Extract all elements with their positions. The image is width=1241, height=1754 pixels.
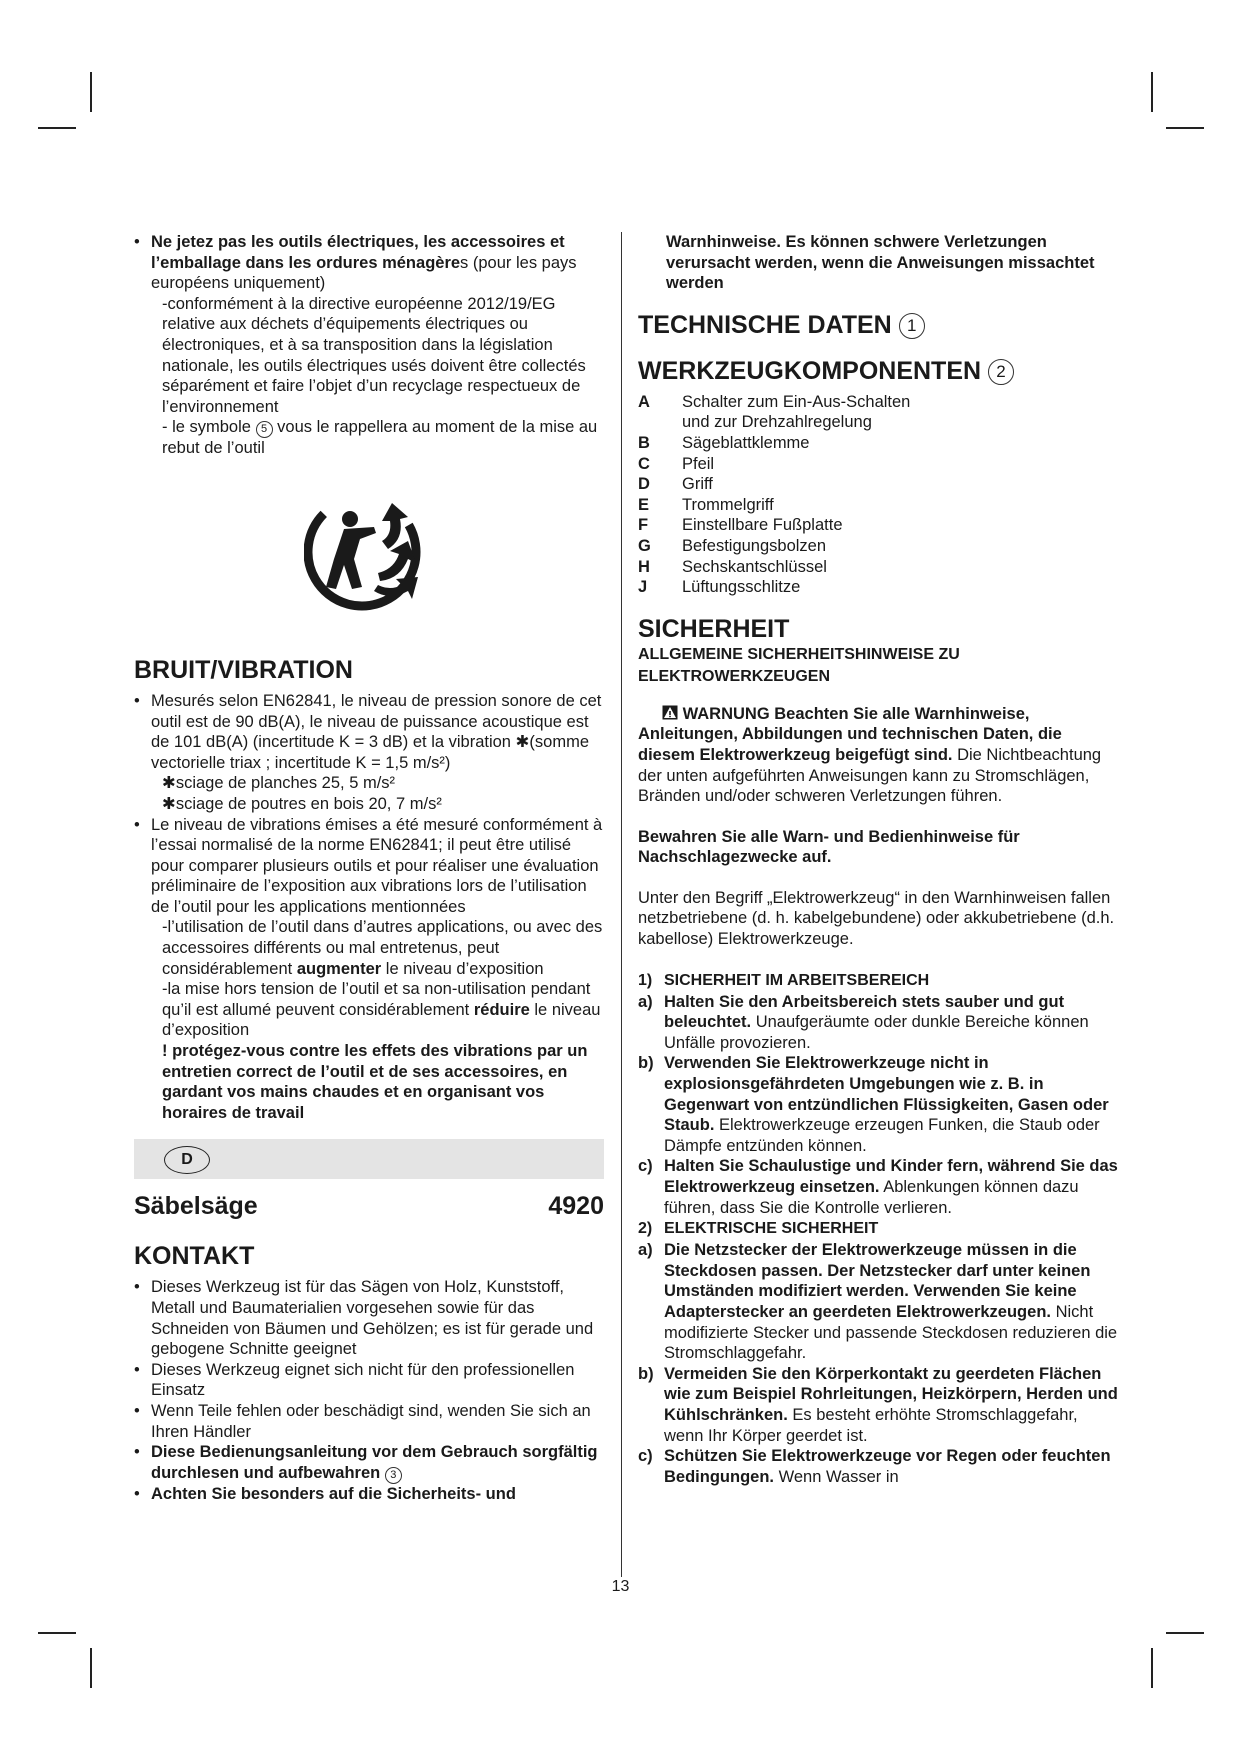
- component-item: G Befestigungsbolzen: [638, 536, 827, 555]
- disposal-directive: -conformément à la directive européenne 2012/19/EG relative aux déchets d’équipements électriques ou électroniques, et à sa transposition dans la législation nationale, les outils électriques usés doivent être collectés séparément et faire l’objet d’un recyclage respectueux de l’environnement: [162, 294, 586, 416]
- vibration-value-1: ✱sciage de planches 25, 5 m/s²: [162, 774, 396, 793]
- vibration-value-2: ✱sciage de poutres en bois 20, 7 m/s²: [162, 794, 442, 813]
- component-item: B Sägeblattklemme: [638, 433, 810, 452]
- component-item: E Trommelgriff: [638, 495, 774, 514]
- section-1-heading: 1) SICHERHEIT IM ARBEITSBEREICH: [638, 971, 930, 989]
- safety-item: b) Vermeiden Sie den Körperkontakt zu geerdeten Flächen wie zum Beispiel Rohrleitungen, Heizkörpern, Herden und Kühlschränken. Es besteht erhöhte Stromschlaggefahr, wenn Ihr Körper geerdet ist.: [638, 1364, 1118, 1445]
- definition-paragraph: Unter den Begriff „Elektrowerkzeug“ in den Warnhinweisen fallen netzbetriebene (d. h. kabelgebundene) oder akkubetriebene (d.h. kabellose) Elektrowerkzeuge.: [638, 888, 1115, 949]
- werkzeugkomponenten-heading: WERKZEUGKOMPONENTEN 2: [638, 356, 1118, 386]
- crop-mark: [38, 1632, 76, 1634]
- column-divider: [621, 232, 622, 1577]
- vibration-bullet: • Le niveau de vibrations émises a été mesuré conformément à l’essai normalisé de la norme EN62841; il peut être utilisé pour comparer plusieurs outils et pour réaliser une évaluation préliminaire de l’exposition aux vibrations lors de l’utilisation de l’outil pour les applications mentionnées: [134, 815, 604, 918]
- kontakt-bullet: • Dieses Werkzeug eignet sich nicht für den professionellen Einsatz: [134, 1360, 604, 1401]
- warning-continued: Warnhinweise. Es können schwere Verletzungen verursacht werden, wenn die Anweisungen missachtet werden: [666, 233, 1095, 293]
- safety-item: a) Die Netzstecker der Elektrowerkzeuge müssen in die Steckdosen passen. Der Netzstecker darf unter keinen Umständen modifiziert werden. Verwenden Sie keine Adapterstecker an geerdeten Elektrowerkzeugen. Nicht modifizierte Stecker und passende Steckdosen reduzieren die Stromschlaggefahr.: [638, 1241, 1118, 1363]
- vibration-warning: ! protégez-vous contre les effets des vibrations par un entretien correct de l’outil et de ses accessoires, en gardant vos mains chaudes et en organisant vos horaires de travail: [162, 1042, 588, 1122]
- vibration-note-2: -la mise hors tension de l’outil et sa non-utilisation pendant qu’il est allumé peuvent considérablement réduire le niveau d’exposition: [162, 980, 601, 1040]
- component-item: C Pfeil: [638, 454, 715, 473]
- vibration-note-1: -l’utilisation de l’outil dans d’autres applications, ou avec des accessoires différents ou mal entretenus, peut considérablement augmenter le niveau d’exposition: [162, 918, 603, 978]
- component-list: [638, 392, 1118, 598]
- left-column: [134, 232, 604, 1504]
- crop-mark: [1151, 72, 1153, 112]
- product-model: 4920: [548, 1192, 604, 1221]
- kontakt-bullet: • Diese Bedienungsanleitung vor dem Gebrauch sorgfältig durchlesen und aufbewahren 3: [134, 1442, 604, 1484]
- component-item: H Sechskantschlüssel: [638, 557, 827, 576]
- crop-mark: [90, 72, 92, 112]
- kontakt-heading: KONTAKT: [134, 1242, 255, 1271]
- figure-ref-1: 1: [899, 313, 925, 339]
- crop-mark: [38, 127, 76, 129]
- safety-item: c) Schützen Sie Elektrowerkzeuge vor Regen oder feuchten Bedingungen. Wenn Wasser in: [638, 1447, 1111, 1486]
- bruit-heading: BRUIT/VIBRATION: [134, 655, 353, 684]
- component-item: J Lüftungsschlitze: [638, 578, 801, 597]
- disposal-symbol-note: - le symbole 5 vous le rappellera au moment de la mise au rebut de l’outil: [162, 418, 598, 458]
- triman-recycling-icon: [134, 489, 604, 615]
- figure-ref-3: 3: [385, 1467, 402, 1484]
- sicherheit-heading: SICHERHEIT: [638, 614, 790, 643]
- component-item: D Griff: [638, 475, 713, 494]
- section-2-heading: 2) ELEKTRISCHE SICHERHEIT: [638, 1220, 879, 1238]
- language-bar: [134, 1139, 604, 1179]
- technische-daten-heading: TECHNISCHE DATEN 1: [638, 310, 1118, 340]
- keep-instructions: Bewahren Sie alle Warn- und Bedienhinweise für Nachschlagezwecke auf.: [638, 827, 1020, 867]
- product-name: Säbelsäge: [134, 1192, 258, 1221]
- kontakt-bullet: • Achten Sie besonders auf die Sicherheits- und: [134, 1484, 604, 1505]
- disposal-bullet: • Ne jetez pas les outils électriques, les accessoires et l’emballage dans les ordures ménagères (pour les pays européens uniquement): [134, 232, 604, 294]
- crop-mark: [1166, 1632, 1204, 1634]
- star-icon: ✱: [515, 733, 530, 752]
- kontakt-bullet: • Wenn Teile fehlen oder beschädigt sind, wenden Sie sich an Ihren Händler: [134, 1401, 604, 1442]
- safety-item: b) Verwenden Sie Elektrowerkzeuge nicht in explosionsgefährdeten Umgebungen wie z. B. in Gegenwart von entzündlichen Flüssigkeiten, Gasen oder Staub. Elektrowerkzeuge erzeugen Funken, die Staub oder Dämpfe entzünden können.: [638, 1054, 1109, 1155]
- safety-item: c) Halten Sie Schaulustige und Kinder fern, während Sie das Elektrowerkzeug einsetzen. Ablenkungen können dazu führen, dass Sie die Kontrolle verlieren.: [638, 1157, 1118, 1217]
- sicherheit-subheading: ALLGEMEINE SICHERHEITSHINWEISE ZU ELEKTROWERKZEUGEN: [638, 645, 960, 685]
- crop-mark: [1166, 127, 1204, 129]
- component-item: F Einstellbare Fußplatte: [638, 516, 843, 535]
- figure-ref-5: 5: [256, 421, 273, 438]
- safety-item: a) Halten Sie den Arbeitsbereich stets sauber und gut beleuchtet. Unaufgeräumte oder dunkle Bereiche können Unfälle provozieren.: [638, 992, 1089, 1052]
- right-column: [638, 232, 1118, 1487]
- warnung-paragraph: WARNUNG Beachten Sie alle Warnhinweise, Anleitungen, Abbildungen und technischen Daten, die diesem Elektrowerkzeug beigefügt sind. Die Nichtbeachtung der unten aufgeführten Anweisungen kann zu Stromschlägen, Bränden und/oder schweren Verletzungen führen.: [638, 704, 1102, 806]
- warning-icon: [662, 705, 678, 720]
- kontakt-bullet: • Dieses Werkzeug ist für das Sägen von Holz, Kunststoff, Metall und Baumaterialien vorgesehen sowie für das Schneiden von Bäumen und Gehölzen; es ist für gerade und gebogene Schnitte geeignet: [134, 1277, 604, 1359]
- crop-mark: [90, 1648, 92, 1688]
- component-item: und zur Drehzahlregelung: [682, 413, 872, 432]
- component-item: A Schalter zum Ein-Aus-Schalten: [638, 392, 911, 411]
- crop-mark: [1151, 1648, 1153, 1688]
- page-number: 13: [611, 1578, 630, 1595]
- noise-bullet: • Mesurés selon EN62841, le niveau de pression sonore de cet outil est de 90 dB(A), le niveau de puissance acoustique est de 101 dB(A) (incertitude K = 3 dB) et la vibration ✱(somme vectorielle triax ; incertitude K = 1,5 m/s²): [134, 691, 604, 773]
- product-header: [134, 1191, 604, 1221]
- figure-ref-2: 2: [988, 359, 1014, 385]
- language-badge: D: [164, 1146, 210, 1174]
